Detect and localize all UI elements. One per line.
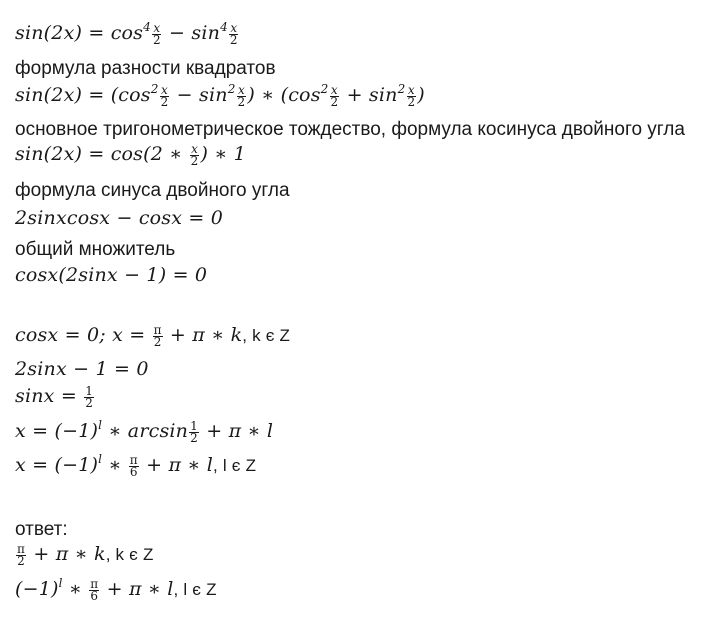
equation-line-6: cosx = 0; x = $\frac{\pi}{2}$ + π ∗ k, k є Z — [15, 322, 291, 349]
equation-line-1: $\sin(2x) = \cos^4$ $\frac{x}{2}$ − $\sin^4$ $\frac{x}{2}$ — [15, 20, 238, 47]
answer-suffix-l-in-z: , l є Z — [173, 580, 217, 599]
equation-line-8: sinx = $\frac{1}{2}$ — [15, 383, 94, 410]
equation-line-10: $x = (-1)^l$ ∗ $\frac{\pi}{6}$ + π ∗ l, l є Z — [15, 452, 257, 479]
answer-line-2: $(-1)^l$ ∗ $\frac{\pi}{6}$ + π ∗ l, l є Z — [15, 576, 217, 603]
comment-common-factor: общий множитель — [15, 239, 176, 260]
answer-label: ответ: — [15, 519, 68, 540]
answer-suffix-k-in-z: , k є Z — [105, 545, 154, 564]
equation-line-9: $x = (-1)^l$ ∗ arcsin $\frac{1}{2}$ + π ∗ l — [15, 418, 274, 445]
equation-line-7: 2sinx − 1 = 0 — [15, 358, 149, 380]
comment-difference-of-squares: формула разности квадратов — [15, 58, 276, 79]
equation-line-4: 2sinxcosx − cosx = 0 — [15, 207, 224, 229]
suffix-k-in-z: , k є Z — [242, 326, 291, 345]
equation-line-5: cosx(2sinx − 1) = 0 — [15, 264, 208, 286]
suffix-l-in-z: , l є Z — [213, 456, 257, 475]
comment-double-sine: формула синуса двойного угла — [15, 180, 290, 201]
comment-identity-double-cosine: основное тригонометрическое тождество, формула косинуса двойного угла — [15, 119, 685, 140]
answer-line-1: $\frac{\pi}{2}$ + π ∗ k, k є Z — [17, 541, 154, 568]
equation-line-3: sin(2x) = cos(2 ∗ $\frac{x}{2}$ ) ∗ 1 — [15, 141, 246, 168]
equation-line-2: $\sin(2x) = (\cos^2$ $\frac{x}{2}$ − $\sin^2$ $\frac{x}{2}$ ) ∗ ($\cos^2$ $\frac{x}{2}$ + $\sin^2$ $\frac{x}{2}$ ) — [15, 82, 425, 109]
